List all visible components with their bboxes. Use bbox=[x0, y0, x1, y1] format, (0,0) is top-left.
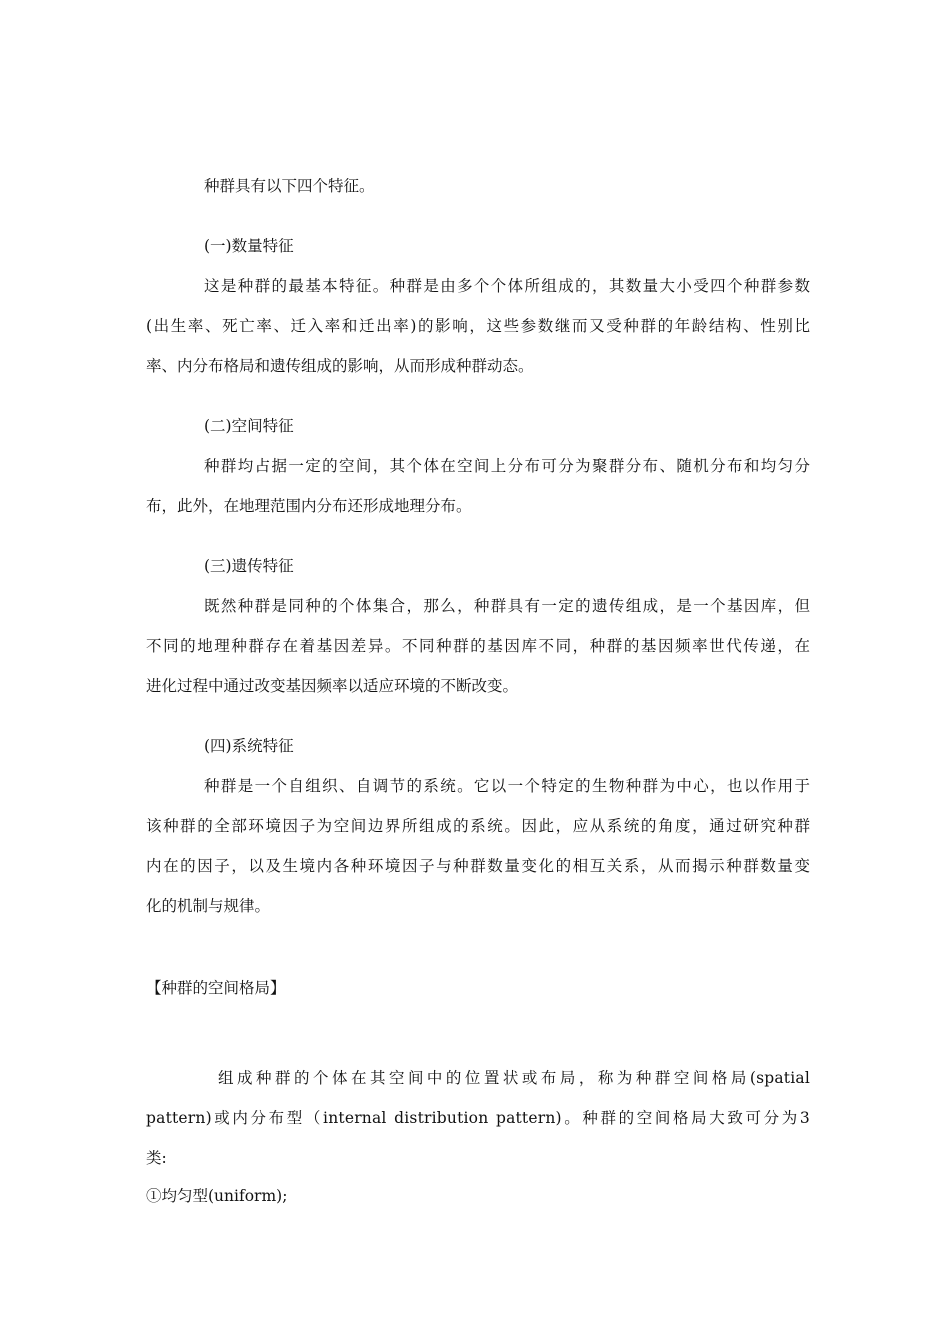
section-4-line-2: 该种群的全部环境因子为空间边界所组成的系统。因此，应从系统的角度，通过研究种群 bbox=[146, 817, 810, 835]
section-4-line-1: 种群是一个自组织、自调节的系统。它以一个特定的生物种群为中心，也以作用于 bbox=[204, 777, 810, 795]
section-1-line-2: (出生率、死亡率、迁入率和迁出率)的影响，这些参数继而又受种群的年龄结构、性别比 bbox=[146, 317, 810, 335]
section-3-line-2: 不同的地理种群存在着基因差异。不同种群的基因库不同，种群的基因频率世代传递，在 bbox=[146, 637, 810, 655]
section-3-line-3: 进化过程中通过改变基因频率以适应环境的不断改变。 bbox=[146, 677, 519, 695]
section-heading-quantity: (一)数量特征 bbox=[204, 237, 294, 255]
section-heading-system: (四)系统特征 bbox=[204, 737, 294, 755]
pattern-line-2: pattern)或内分布型（internal distribution pattern)。种群的空间格局大致可分为3 bbox=[146, 1109, 810, 1127]
section-3-line-1: 既然种群是同种的个体集合，那么，种群具有一定的遗传组成，是一个基因库，但 bbox=[204, 597, 810, 615]
section-4-line-4: 化的机制与规律。 bbox=[146, 897, 271, 915]
pattern-line-4: ①均匀型(uniform); bbox=[146, 1187, 288, 1205]
pattern-line-3: 类: bbox=[146, 1149, 167, 1167]
pattern-title: 【种群的空间格局】 bbox=[146, 979, 286, 997]
section-4-line-3: 内在的因子，以及生境内各种环境因子与种群数量变化的相互关系，从而揭示种群数量变 bbox=[146, 857, 810, 875]
intro-text: 种群具有以下四个特征。 bbox=[204, 177, 375, 195]
section-2-line-1: 种群均占据一定的空间，其个体在空间上分布可分为聚群分布、随机分布和均匀分 bbox=[204, 457, 810, 475]
section-2-line-2: 布，此外，在地理范围内分布还形成地理分布。 bbox=[146, 497, 472, 515]
section-1-line-3: 率、内分布格局和遗传组成的影响，从而形成种群动态。 bbox=[146, 357, 534, 375]
section-1-line-1: 这是种群的最基本特征。种群是由多个个体所组成的，其数量大小受四个种群参数 bbox=[204, 277, 810, 295]
section-heading-genetic: (三)遗传特征 bbox=[204, 557, 294, 575]
section-heading-spatial: (二)空间特征 bbox=[204, 417, 294, 435]
pattern-line-1: 组成种群的个体在其空间中的位置状或布局，称为种群空间格局(spatial bbox=[218, 1069, 810, 1087]
